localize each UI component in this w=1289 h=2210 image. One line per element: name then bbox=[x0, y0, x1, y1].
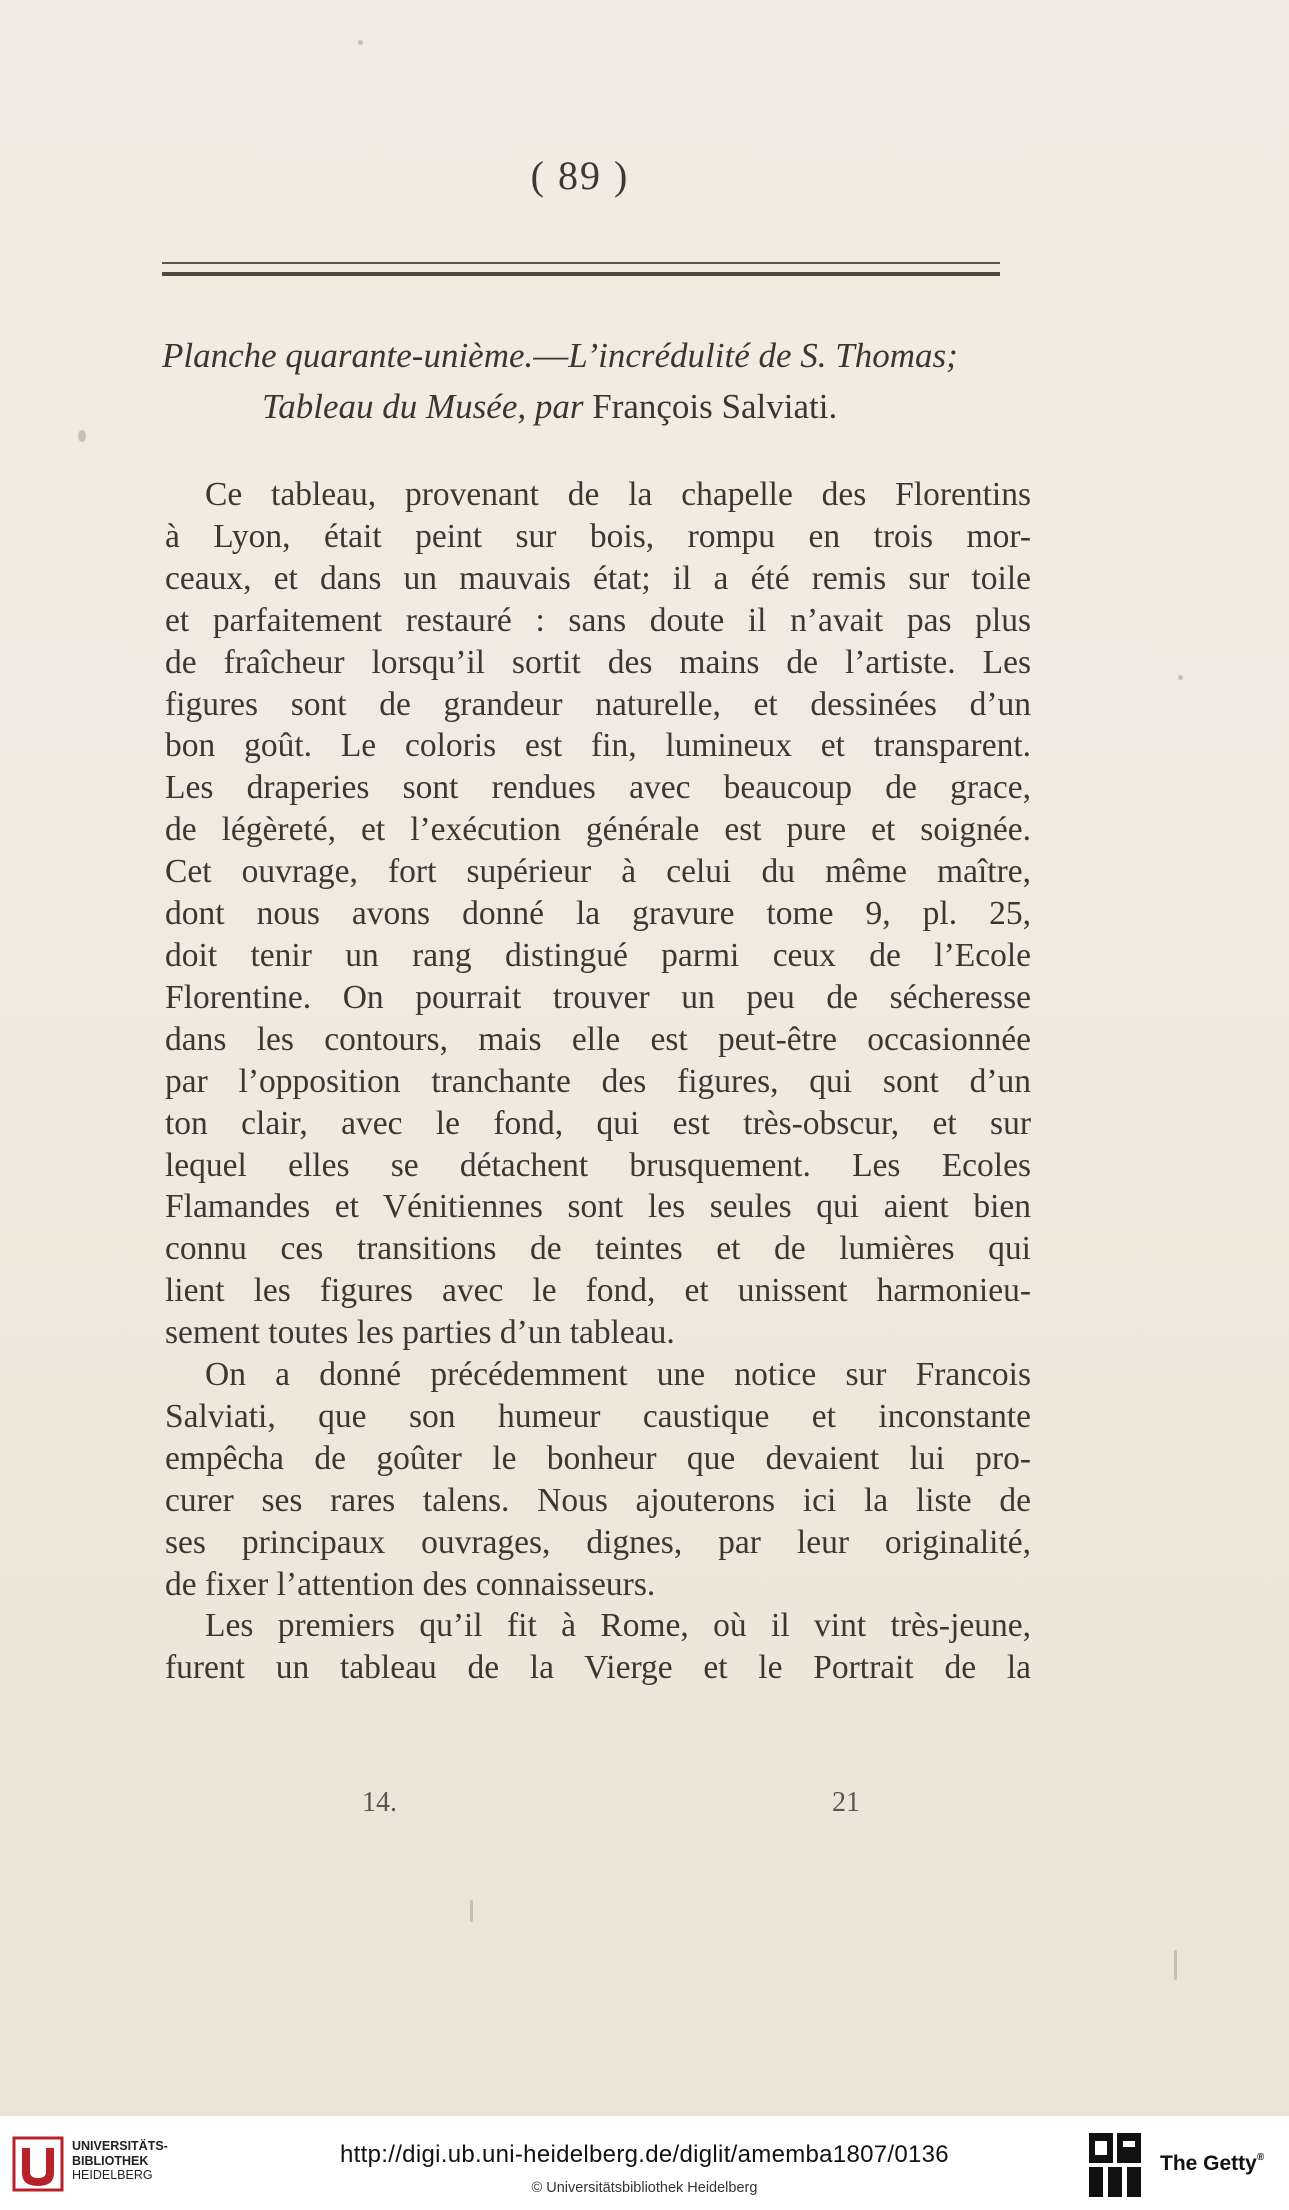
text-line: On a donné précédemment une notice sur Francois bbox=[205, 1356, 1031, 1394]
heading-dash: — bbox=[533, 336, 569, 375]
plate-subject: L’incrédulité de S. Thomas; bbox=[568, 336, 958, 375]
rule-thick-line bbox=[162, 272, 1000, 276]
text-line: et parfaitement restauré : sans doute il n’avait pas plus bbox=[165, 601, 1031, 639]
text-line: figures sont de grandeur naturelle, et dessinées d’un bbox=[165, 685, 1031, 723]
page-number: ( 89 ) bbox=[530, 153, 630, 198]
paper-speck bbox=[358, 40, 363, 45]
text-line: lequel elles se détachent brusquement. Les Ecoles bbox=[165, 1146, 1031, 1184]
text-line: sement toutes les parties d’un tableau. bbox=[165, 1314, 675, 1352]
text-line: ton clair, avec le fond, qui est très-obscur, et sur bbox=[165, 1104, 1031, 1142]
text-line: empêcha de goûter le bonheur que devaient lui pro- bbox=[165, 1439, 1031, 1477]
text-line: curer ses rares talens. Nous ajouterons ici la liste de bbox=[165, 1481, 1031, 1519]
registered-mark: ® bbox=[1256, 2152, 1265, 2163]
text-line: Cet ouvrage, fort supérieur à celui du même maître, bbox=[165, 853, 1031, 891]
text-line: dans les contours, mais elle est peut-être occasionnée bbox=[165, 1020, 1031, 1058]
rule-thin-line bbox=[162, 262, 1000, 264]
text-line: de légèreté, et l’exécution générale est pure et soignée. bbox=[165, 811, 1031, 849]
plate-number: Planche quarante-unième. bbox=[162, 336, 534, 375]
text-line: Salviati, que son humeur caustique et inconstante bbox=[165, 1397, 1031, 1435]
getty-logo-icon bbox=[1089, 2133, 1141, 2197]
library-name-line: BIBLIOTHEK bbox=[72, 2153, 149, 2168]
paper-speck bbox=[470, 1900, 473, 1922]
paper-speck bbox=[78, 430, 86, 442]
signature-mark-right: 21 bbox=[832, 1787, 860, 1818]
text-line: Les premiers qu’il fit à Rome, où il vint très-jeune, bbox=[205, 1607, 1031, 1645]
text-line: de fixer l’attention des connaisseurs. bbox=[165, 1565, 656, 1603]
text-line: Les draperies sont rendues avec beaucoup de grace, bbox=[165, 769, 1031, 807]
paragraph-1 bbox=[165, 474, 1031, 1354]
plate-heading bbox=[162, 330, 1042, 432]
heading-line-2 bbox=[162, 381, 1042, 432]
copyright-notice: © Universitätsbibliothek Heidelberg bbox=[531, 2180, 758, 2196]
artist-name: François Salviati. bbox=[592, 387, 838, 426]
text-line: ceaux, et dans un mauvais état; il a été remis sur toile bbox=[165, 559, 1031, 597]
text-line: ses principaux ouvrages, dignes, par leur originalité, bbox=[165, 1523, 1031, 1561]
paper-speck bbox=[1174, 1950, 1177, 1980]
text-line: Florentine. On pourrait trouver un peu de sécheresse bbox=[165, 978, 1031, 1016]
text-line: bon goût. Le coloris est fin, lumineux et transparent. bbox=[165, 727, 1031, 765]
heading-line-1 bbox=[162, 330, 1042, 381]
text-line: Ce tableau, provenant de la chapelle des Florentins bbox=[205, 476, 1031, 513]
library-name-line: HEIDELBERG bbox=[72, 2168, 153, 2182]
library-name-line: UNIVERSITÄTS- bbox=[72, 2139, 168, 2153]
paragraph-2 bbox=[165, 1354, 1031, 1605]
body-text bbox=[165, 474, 1031, 1689]
text-line: lient les figures avec le fond, et unissent harmonieu- bbox=[165, 1272, 1031, 1310]
text-line: par l’opposition tranchante des figures, qui sont d’un bbox=[165, 1062, 1031, 1100]
signature-mark-left: 14. bbox=[362, 1787, 397, 1818]
text-line: de fraîcheur lorsqu’il sortit des mains de l’artiste. Les bbox=[165, 643, 1031, 681]
text-line: Flamandes et Vénitiennes sont les seules qui aient bien bbox=[165, 1188, 1031, 1226]
text-line: connu ces transitions de teintes et de lumières qui bbox=[165, 1230, 1031, 1268]
text-line: furent un tableau de la Vierge et le Portrait de la bbox=[165, 1649, 1031, 1687]
getty-name bbox=[1160, 2152, 1264, 2176]
header-rule bbox=[162, 262, 1000, 278]
text-line: à Lyon, était peint sur bois, rompu en trois mor- bbox=[165, 517, 1031, 555]
text-line: dont nous avons donné la gravure tome 9, pl. 25, bbox=[165, 895, 1031, 933]
partner-name: The Getty bbox=[1160, 2152, 1257, 2175]
painting-source: Tableau du Musée, par bbox=[262, 387, 584, 426]
paragraph-3 bbox=[165, 1605, 1031, 1689]
permalink-url[interactable]: http://digi.ub.uni-heidelberg.de/diglit/amemba1807/0136 bbox=[340, 2141, 949, 2168]
text-line: doit tenir un rang distingué parmi ceux de l’Ecole bbox=[165, 936, 1031, 974]
paper-speck bbox=[1178, 675, 1183, 680]
